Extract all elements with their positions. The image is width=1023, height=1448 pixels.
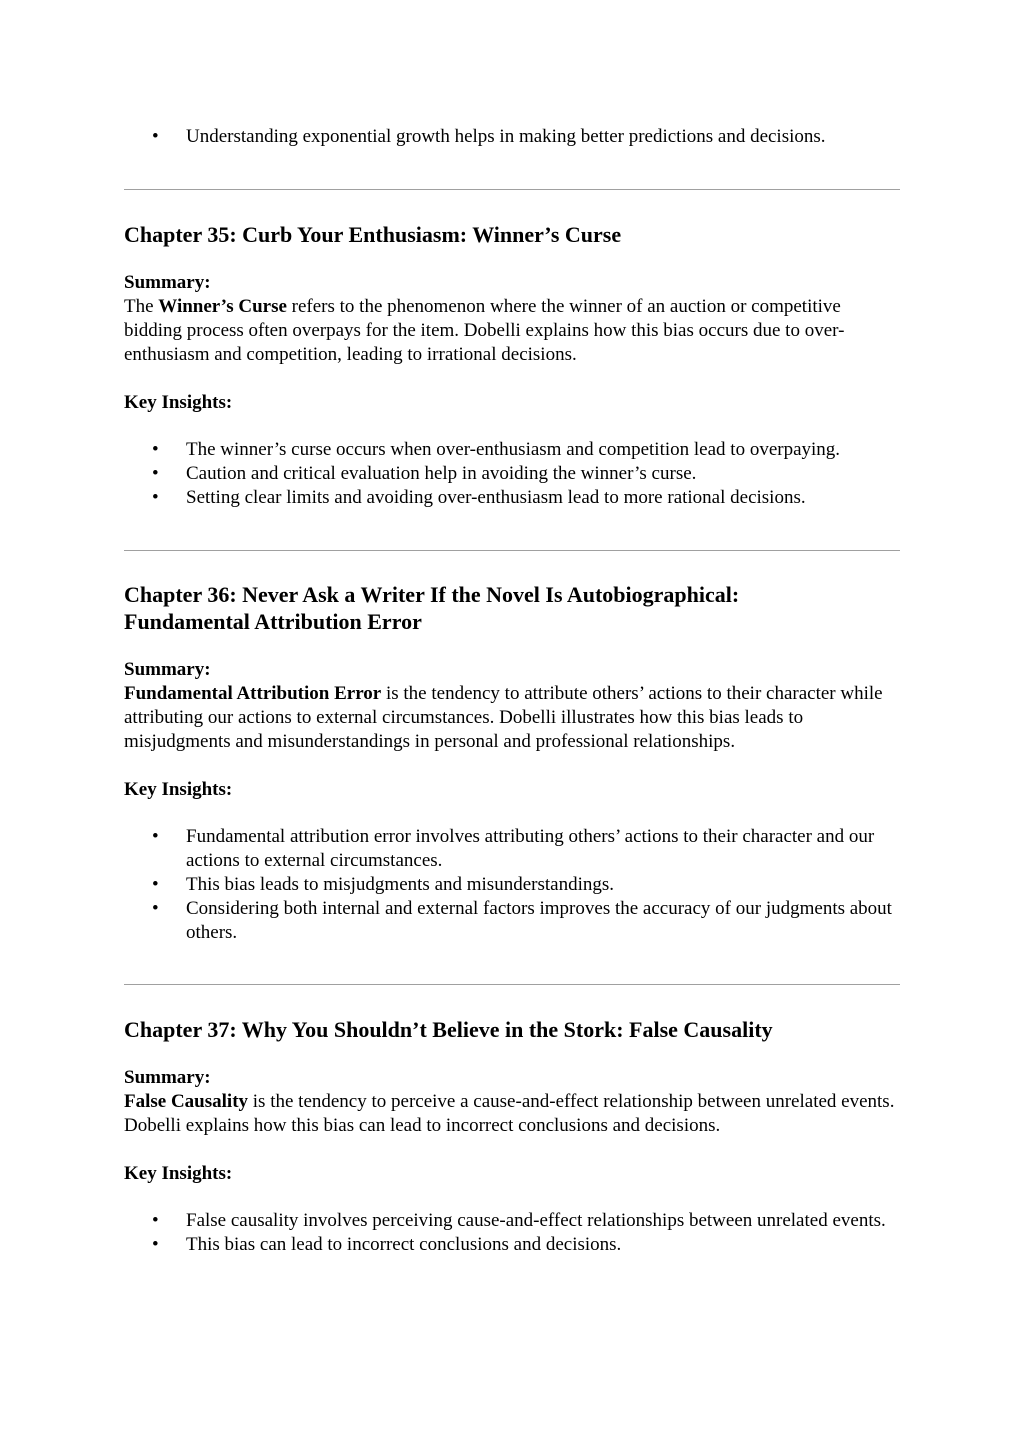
summary-text: is the tendency to perceive a cause-and-effect relationship between unrelated events. Dobelli explains how this bias can lead to incorrect conclusions and decisions. [124, 1091, 895, 1136]
chapter-35-insights-list [124, 438, 900, 510]
chapter-37-insights-list [124, 1209, 900, 1257]
chapter-35-summary [124, 295, 900, 367]
title-line-2: Fundamental Attribution Error [124, 609, 422, 634]
list-item: • False causality involves perceiving cause-and-effect relationships between unrelated events. [124, 1209, 900, 1233]
list-item: • Understanding exponential growth helps in making better predictions and decisions. [124, 125, 900, 149]
chapter-35-insights-label: Key Insights: [124, 392, 233, 413]
summary-term: Winner’s Curse [158, 296, 287, 317]
summary-term: Fundamental Attribution Error [124, 683, 382, 704]
chapter-37-insights-label: Key Insights: [124, 1163, 233, 1184]
chapter-37-summary-label: Summary: [124, 1067, 211, 1088]
top-bullet-list [124, 125, 900, 149]
chapter-36-summary-label: Summary: [124, 659, 211, 680]
list-item: • The winner’s curse occurs when over-enthusiasm and competition lead to overpaying. [124, 438, 900, 462]
list-item: • This bias leads to misjudgments and misunderstandings. [124, 873, 900, 897]
list-item: • Setting clear limits and avoiding over-enthusiasm lead to more rational decisions. [124, 486, 900, 510]
list-item: • Caution and critical evaluation help in avoiding the winner’s curse. [124, 462, 900, 486]
list-item: • Fundamental attribution error involves attributing others’ actions to their character and our actions to external circumstances. [124, 825, 900, 873]
chapter-37-summary [124, 1090, 902, 1138]
chapter-35-title: Chapter 35: Curb Your Enthusiasm: Winner’s Curse [124, 222, 622, 247]
summary-text: refers to the phenomenon where the winner of an auction or competitive bidding process often overpays for the item. Dobelli explains how this bias occurs due to over-enthusiasm and competition, leading to irrational decisions. [124, 296, 845, 365]
summary-text: is the tendency to attribute others’ actions to their character while attributing our actions to external circumstances. Dobelli illustrates how this bias leads to misjudgments and misunderstandings in personal and professional relationships. [124, 683, 883, 752]
list-item: • This bias can lead to incorrect conclusions and decisions. [124, 1233, 900, 1257]
chapter-36-insights-list [124, 825, 900, 945]
summary-term: False Causality [124, 1091, 249, 1112]
title-line-1: Chapter 36: Never Ask a Writer If the Novel Is Autobiographical: [124, 582, 740, 607]
list-item: • Considering both internal and external factors improves the accuracy of our judgments about others. [124, 897, 900, 945]
chapter-37-title: Chapter 37: Why You Shouldn’t Believe in the Stork: False Causality [124, 1017, 773, 1042]
section-divider [124, 984, 900, 985]
summary-prefix: The [124, 296, 159, 317]
chapter-36-summary [124, 682, 902, 754]
chapter-35-summary-label: Summary: [124, 272, 211, 293]
section-divider [124, 189, 900, 190]
section-divider [124, 550, 900, 551]
chapter-36-insights-label: Key Insights: [124, 779, 233, 800]
chapter-36-title [124, 581, 900, 635]
